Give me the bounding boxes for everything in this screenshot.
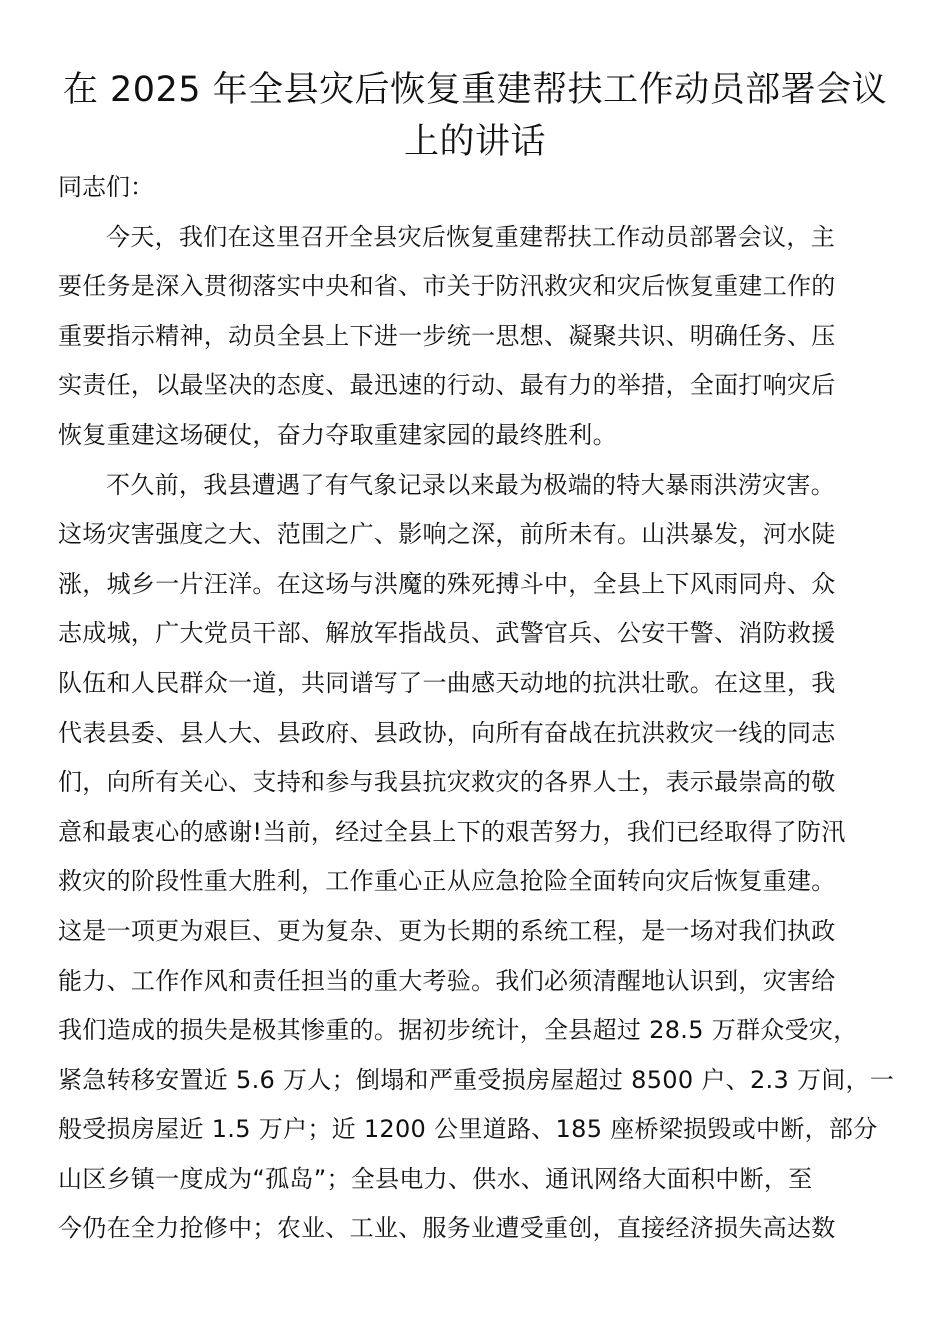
paragraph-line: 救灾的阶段性重大胜利，工作重心正从应急抢险全面转向灾后恢复重建。 bbox=[58, 867, 836, 896]
paragraph-line: 这场灾害强度之大、范围之广、影响之深，前所未有。山洪暴发，河水陡 bbox=[58, 520, 836, 549]
paragraph-line: 今天，我们在这里召开全县灾后恢复重建帮扶工作动员部署会议，主 bbox=[106, 222, 835, 251]
paragraph-line: 般受损房屋近 1.5 万户；近 1200 公里道路、185 座桥梁损毁或中断，部分 bbox=[58, 1115, 878, 1144]
paragraph-1 bbox=[58, 213, 888, 461]
paragraph-line: 们，向所有关心、支持和参与我县抗灾救灾的各界人士，表示最崇高的敬 bbox=[58, 768, 836, 797]
paragraph-line: 这是一项更为艰巨、更为复杂、更为长期的系统工程，是一场对我们执政 bbox=[58, 916, 836, 945]
paragraph-line: 能力、工作作风和责任担当的重大考验。我们必须清醒地认识到，灾害给 bbox=[58, 966, 836, 995]
paragraph-line: 恢复重建这场硬仗，奋力夺取重建家园的最终胜利。 bbox=[58, 420, 617, 449]
paragraph-line: 代表县委、县人大、县政府、县政协，向所有奋战在抗洪救灾一线的同志 bbox=[58, 718, 836, 747]
document-title bbox=[40, 64, 910, 168]
paragraph-line: 紧急转移安置近 5.6 万人；倒塌和严重受损房屋超过 8500 户、2.3 万间，一 bbox=[58, 1065, 895, 1094]
paragraph-line: 今仍在全力抢修中；农业、工业、服务业遭受重创，直接经济损失高达数 bbox=[58, 1214, 836, 1243]
paragraph-line: 意和最衷心的感谢!当前，经过全县上下的艰苦努力，我们已经取得了防汛 bbox=[58, 817, 846, 846]
paragraph-line: 重要指示精神，动员全县上下进一步统一思想、凝聚共识、明确任务、压 bbox=[58, 321, 836, 350]
document-body bbox=[58, 163, 895, 1254]
paragraph-line: 涨，城乡一片汪洋。在这场与洪魔的殊死搏斗中，全县上下风雨同舟、众 bbox=[58, 569, 836, 598]
paragraph-line: 志成城，广大党员干部、解放军指战员、武警官兵、公安干警、消防救援 bbox=[58, 619, 836, 648]
paragraph-2 bbox=[58, 461, 895, 1255]
title-line-1: 在 2025 年全县灾后恢复重建帮扶工作动员部署会议 bbox=[62, 70, 888, 110]
paragraph-line: 队伍和人民群众一道，共同谱写了一曲感天动地的抗洪壮歌。在这里，我 bbox=[58, 668, 836, 697]
title-line-2: 上的讲话 bbox=[403, 122, 546, 162]
paragraph-line: 要任务是深入贯彻落实中央和省、市关于防汛救灾和灾后恢复重建工作的 bbox=[58, 272, 836, 301]
paragraph-line: 实责任，以最坚决的态度、最迅速的行动、最有力的举措，全面打响灾后 bbox=[58, 371, 836, 400]
paragraph-line: 不久前，我县遭遇了有气象记录以来最为极端的特大暴雨洪涝灾害。 bbox=[106, 470, 835, 499]
salutation: 同志们： bbox=[58, 173, 154, 201]
paragraph-line: 山区乡镇一度成为“孤岛”；全县电力、供水、通讯网络大面积中断，至 bbox=[58, 1164, 813, 1193]
paragraph-line: 我们造成的损失是极其惨重的。据初步统计，全县超过 28.5 万群众受灾， bbox=[58, 1016, 858, 1045]
